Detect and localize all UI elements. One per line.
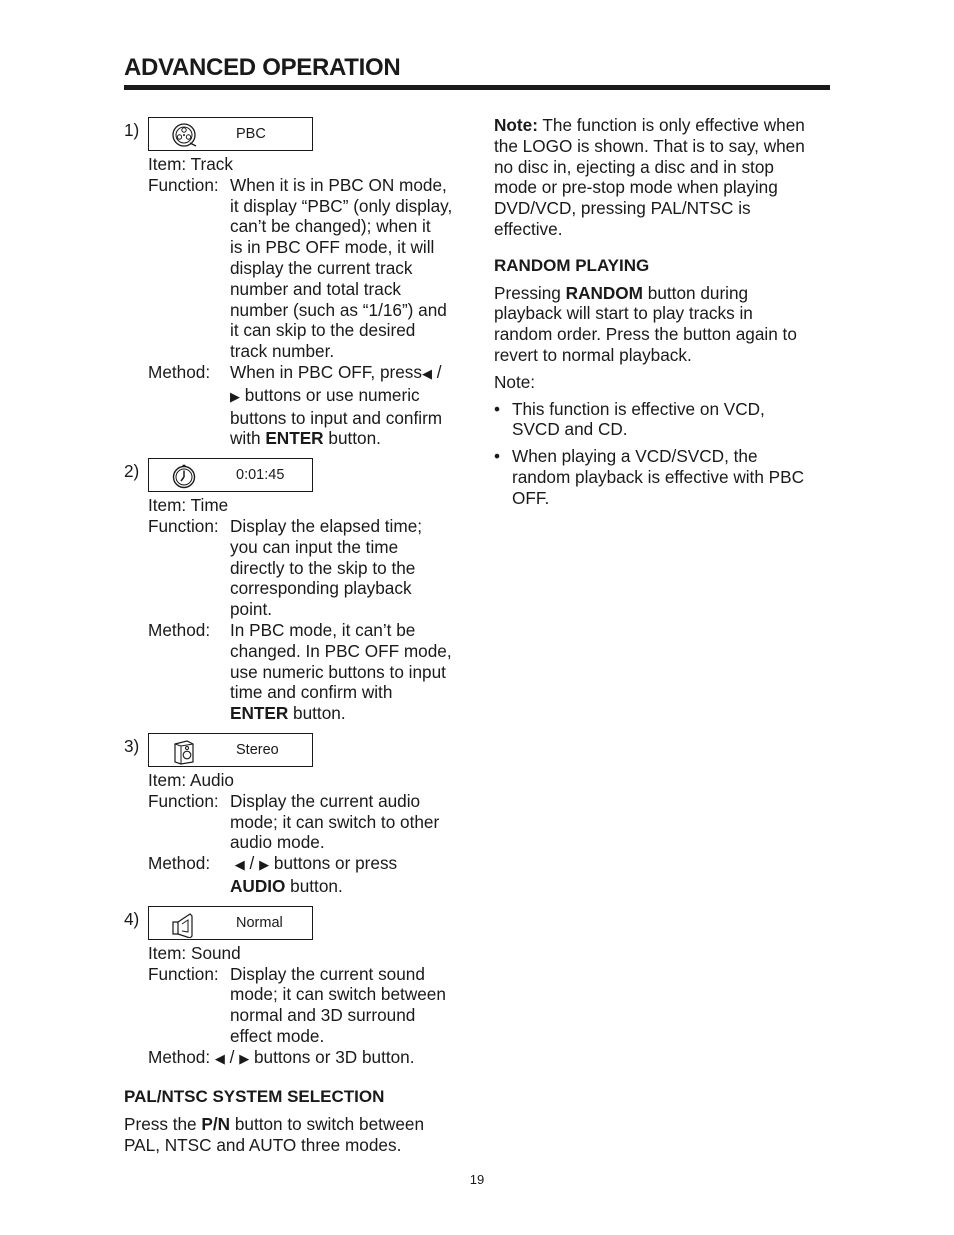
- text-line: When playing a VCD/SVCD, the: [512, 446, 758, 467]
- text-line: use numeric buttons to input: [230, 661, 446, 682]
- method-row: [148, 362, 469, 449]
- right-column: [494, 115, 839, 509]
- osd-box-time: [148, 458, 313, 492]
- left-arrow-icon: ◀: [234, 857, 245, 873]
- text-line: When it is in PBC ON mode,: [230, 174, 447, 195]
- left-column: [124, 117, 469, 1156]
- text-line: [494, 115, 839, 136]
- function-row: [148, 175, 469, 362]
- note-label: Note:: [494, 371, 536, 392]
- random-section: [494, 256, 839, 509]
- left-arrow-icon: ◀: [214, 1050, 225, 1066]
- text-line: track number.: [230, 341, 335, 362]
- text-span: button to switch between: [230, 1114, 425, 1135]
- text-line: no disc in, ejecting a disc and in stop: [494, 156, 774, 177]
- text-line: This function is effective on VCD,: [512, 398, 765, 419]
- osd-value: 0:01:45: [236, 467, 285, 484]
- method-text-span: When in PBC OFF, press: [230, 361, 422, 382]
- method-label: Method:: [148, 1046, 211, 1067]
- left-arrow-icon: ◀: [421, 365, 432, 381]
- text-line: display the current track: [230, 257, 413, 278]
- text-span: Pressing: [494, 282, 566, 303]
- function-text: [230, 791, 469, 853]
- method-row: [148, 1047, 469, 1070]
- speaker-icon: [170, 737, 198, 765]
- method-text-span: button.: [285, 875, 343, 896]
- text-span: The function is only effective when: [537, 115, 805, 135]
- function-row: [148, 516, 469, 620]
- text-line: normal and 3D surround: [230, 1005, 416, 1026]
- button-name: RANDOM: [565, 282, 643, 303]
- osd-value: Normal: [236, 914, 283, 931]
- method-row: [148, 620, 469, 724]
- item-line: Item: Audio: [148, 769, 234, 790]
- method-text-span: with: [230, 428, 266, 449]
- text-line: playback will start to play tracks in: [494, 303, 753, 324]
- text-span: Press the: [124, 1114, 202, 1135]
- text-line: Display the current sound: [230, 963, 425, 984]
- text-line: SVCD and CD.: [512, 419, 628, 440]
- text-line: audio mode.: [230, 832, 325, 853]
- text-line: effective.: [494, 218, 563, 239]
- text-line: effect mode.: [230, 1025, 325, 1046]
- text-line: it display “PBC” (only display,: [230, 195, 453, 216]
- function-row: [148, 791, 469, 853]
- method-text-span: button.: [288, 703, 346, 724]
- text-line: mode; it can switch between: [230, 984, 446, 1005]
- text-line: In PBC mode, it can’t be: [230, 619, 416, 640]
- disc-reel-icon: [170, 121, 198, 149]
- text-line: you can input the time: [230, 536, 399, 557]
- osd-item-sound: [124, 906, 469, 1070]
- text-line: [230, 853, 469, 876]
- method-text: [230, 853, 469, 897]
- text-line: number (such as “1/16”) and: [230, 299, 447, 320]
- item-number: 3): [124, 735, 140, 756]
- slash: /: [431, 361, 442, 382]
- note-block: [494, 115, 839, 240]
- page-title: ADVANCED OPERATION: [124, 54, 401, 81]
- osd-item-audio: [124, 733, 469, 897]
- item-number: 2): [124, 461, 140, 482]
- section-heading: PAL/NTSC SYSTEM SELECTION: [124, 1087, 385, 1107]
- text-line: time and confirm with: [230, 682, 393, 703]
- method-text-span: buttons or use numeric: [240, 384, 420, 405]
- note-bullet-list: [494, 399, 839, 509]
- item-number: 1): [124, 120, 140, 140]
- note-label: Note:: [494, 115, 538, 135]
- method-text: [230, 362, 469, 449]
- item-line: Item: Sound: [148, 942, 241, 963]
- text-line: corresponding playback: [230, 578, 412, 599]
- method-text: [210, 1047, 414, 1070]
- function-label: Function:: [148, 174, 219, 195]
- method-text-span: buttons or press: [269, 853, 398, 874]
- text-line: changed. In PBC OFF mode,: [230, 640, 452, 661]
- paragraph-line: PAL, NTSC and AUTO three modes.: [124, 1135, 402, 1156]
- method-row: [148, 853, 469, 897]
- text-line: [230, 876, 469, 897]
- text-line: number and total track: [230, 278, 402, 299]
- function-text: [230, 175, 469, 362]
- text-line: random order. Press the button again to: [494, 324, 797, 345]
- item-line: Item: Time: [148, 495, 229, 516]
- slash: /: [244, 853, 260, 874]
- text-line: [230, 362, 469, 385]
- method-text-span: buttons or 3D button.: [249, 1046, 415, 1067]
- text-line: the LOGO is shown. That is to say, when: [494, 135, 805, 156]
- text-line: point.: [230, 599, 273, 620]
- text-line: [230, 385, 469, 408]
- text-line: [230, 428, 469, 449]
- text-span: button during: [643, 282, 749, 303]
- button-name: P/N: [201, 1114, 231, 1135]
- text-line: it can skip to the desired: [230, 320, 416, 341]
- bullet: •: [494, 446, 501, 467]
- function-label: Function:: [148, 963, 219, 984]
- function-label: Function:: [148, 790, 219, 811]
- function-text: [230, 516, 469, 620]
- osd-value: PBC: [236, 126, 266, 142]
- list-item: [494, 399, 839, 441]
- text-line: random playback is effective with PBC: [512, 466, 805, 487]
- text-line: mode; it can switch to other: [230, 811, 440, 832]
- button-name: AUDIO: [230, 875, 286, 896]
- list-item: [494, 446, 839, 508]
- method-label: Method:: [148, 619, 211, 640]
- method-label: Method:: [148, 853, 211, 874]
- section-heading: RANDOM PLAYING: [494, 255, 650, 275]
- text-line: Display the elapsed time;: [230, 515, 423, 536]
- right-arrow-icon: ▶: [259, 857, 270, 873]
- text-line: [494, 283, 839, 304]
- function-text: [230, 964, 469, 1047]
- text-line: buttons to input and confirm: [230, 407, 443, 428]
- pal-ntsc-section: [124, 1087, 469, 1155]
- text-line: can’t be changed); when it: [230, 216, 431, 237]
- osd-box-audio: [148, 733, 313, 767]
- osd-box-track: [148, 117, 313, 151]
- text-line: [230, 703, 469, 724]
- page-number: 19: [469, 1172, 485, 1187]
- slash: /: [224, 1046, 240, 1067]
- method-text-span: button.: [323, 428, 381, 449]
- function-label: Function:: [148, 515, 219, 536]
- text-line: directly to the skip to the: [230, 557, 416, 578]
- button-name: ENTER: [230, 703, 289, 724]
- osd-item-track: [124, 117, 469, 449]
- text-line: revert to normal playback.: [494, 344, 692, 365]
- clock-icon: [170, 462, 198, 490]
- osd-box-sound: [148, 906, 313, 940]
- osd-item-time: [124, 458, 469, 724]
- text-line: mode or pre-stop mode when playing: [494, 177, 778, 198]
- function-row: [148, 964, 469, 1047]
- text-line: DVD/VCD, pressing PAL/NTSC is: [494, 198, 751, 219]
- text-line: is in PBC OFF mode, it will: [230, 237, 435, 258]
- osd-value: Stereo: [236, 741, 279, 758]
- right-arrow-icon: ▶: [230, 388, 240, 404]
- paragraph: [124, 1114, 469, 1135]
- text-line: OFF.: [512, 487, 550, 508]
- horn-speaker-icon: [170, 910, 198, 938]
- item-line: Item: Track: [148, 154, 233, 174]
- method-label: Method:: [148, 361, 211, 382]
- text-line: Display the current audio: [230, 790, 421, 811]
- bullet: •: [494, 398, 501, 419]
- right-arrow-icon: ▶: [239, 1050, 250, 1066]
- button-name: ENTER: [265, 428, 324, 449]
- title-rule: [124, 85, 830, 90]
- method-text: [230, 620, 469, 724]
- item-number: 4): [124, 908, 140, 929]
